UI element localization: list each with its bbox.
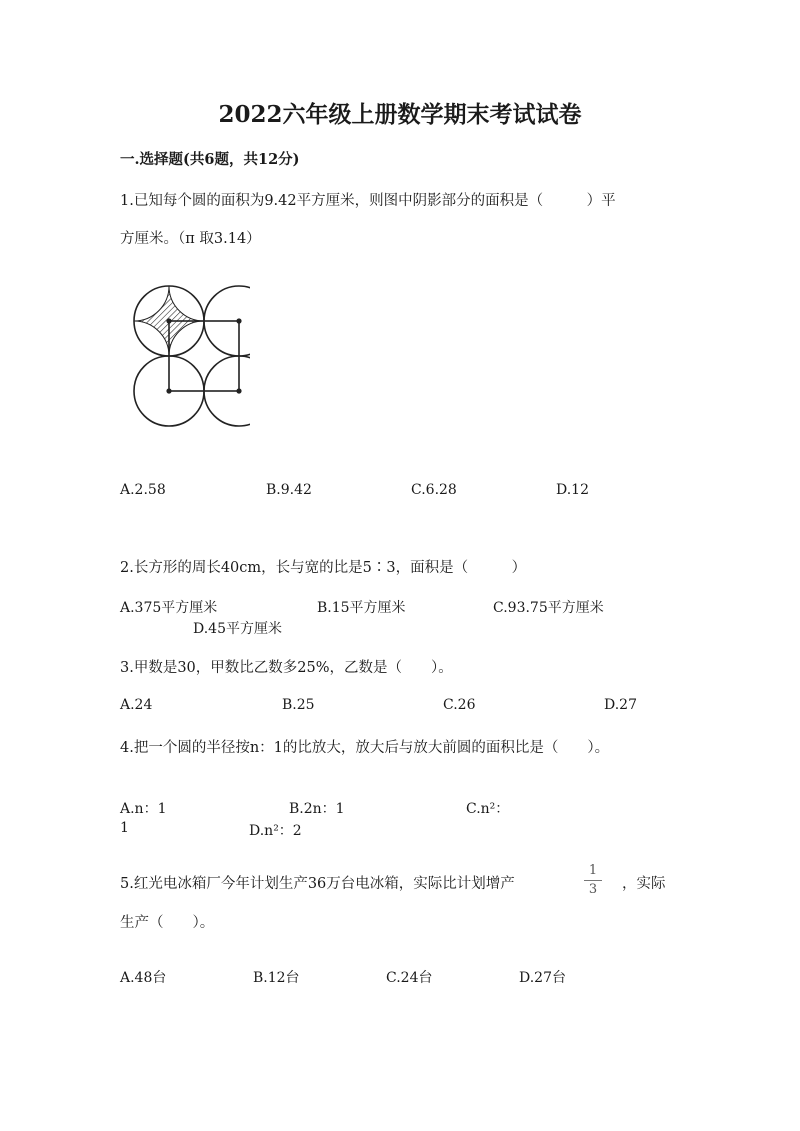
center-dot-tl	[166, 318, 171, 323]
four-circles-figure	[126, 283, 250, 429]
question-2: 2.长方形的周长40cm，长与宽的比是5∶3，面积是（ ）	[120, 560, 527, 576]
question-1-line-1: 1.已知每个圆的面积为9.42平方厘米，则图中阴影部分的面积是（ ）平	[120, 193, 616, 209]
center-dot-br	[236, 388, 241, 393]
q1-option-d: D.12	[556, 482, 589, 498]
question-4: 4.把一个圆的半径按n：1的比放大，放大后与放大前圆的面积比是（ ）。	[120, 740, 610, 756]
page-title: 2022六年级上册数学期末考试试卷	[218, 101, 582, 128]
q3-option-c: C.26	[443, 697, 476, 713]
q1-option-b: B.9.42	[266, 482, 312, 498]
q3-option-d: D.27	[604, 697, 637, 713]
question-3: 3.甲数是30，甲数比乙数多25%，乙数是（ ）。	[120, 660, 453, 676]
q4-option-a: A.n：1	[120, 801, 167, 817]
q3-option-b: B.25	[282, 697, 315, 713]
question-1-line-2: 方厘米。（π 取3.14）	[120, 231, 261, 247]
q2-option-c: C.93.75平方厘米	[493, 600, 604, 616]
q1-option-c: C.6.28	[411, 482, 457, 498]
question-5-line-2: 生产（ ）。	[120, 915, 215, 931]
fraction-numerator: 1	[588, 863, 598, 878]
question-5-line-1b: ，实际	[622, 876, 666, 892]
q4-option-d: D.n²：2	[249, 823, 302, 839]
fraction-one-third	[584, 864, 602, 897]
q2-option-a: A.375平方厘米	[120, 600, 218, 616]
q5-option-d: D.27台	[519, 970, 566, 986]
section-heading: 一.选择题(共6题，共12分)	[120, 151, 300, 168]
q4-option-c: C.n²：	[466, 801, 510, 817]
q1-option-a: A.2.58	[120, 482, 166, 498]
q4-option-c-cont: 1	[120, 820, 129, 836]
q5-option-a: A.48台	[120, 970, 167, 986]
q4-option-b: B.2n：1	[289, 801, 345, 817]
q2-option-b: B.15平方厘米	[317, 600, 406, 616]
q2-option-d: D.45平方厘米	[193, 621, 282, 637]
fraction-bar	[584, 880, 602, 881]
question-5-line-1a: 5.红光电冰箱厂今年计划生产36万台电冰箱，实际比计划增产	[120, 876, 515, 892]
center-dot-bl	[166, 388, 171, 393]
q5-option-b: B.12台	[253, 970, 300, 986]
center-dot-tr	[236, 318, 241, 323]
q3-option-a: A.24	[120, 697, 153, 713]
q5-option-c: C.24台	[386, 970, 433, 986]
fraction-denominator: 3	[588, 882, 598, 897]
